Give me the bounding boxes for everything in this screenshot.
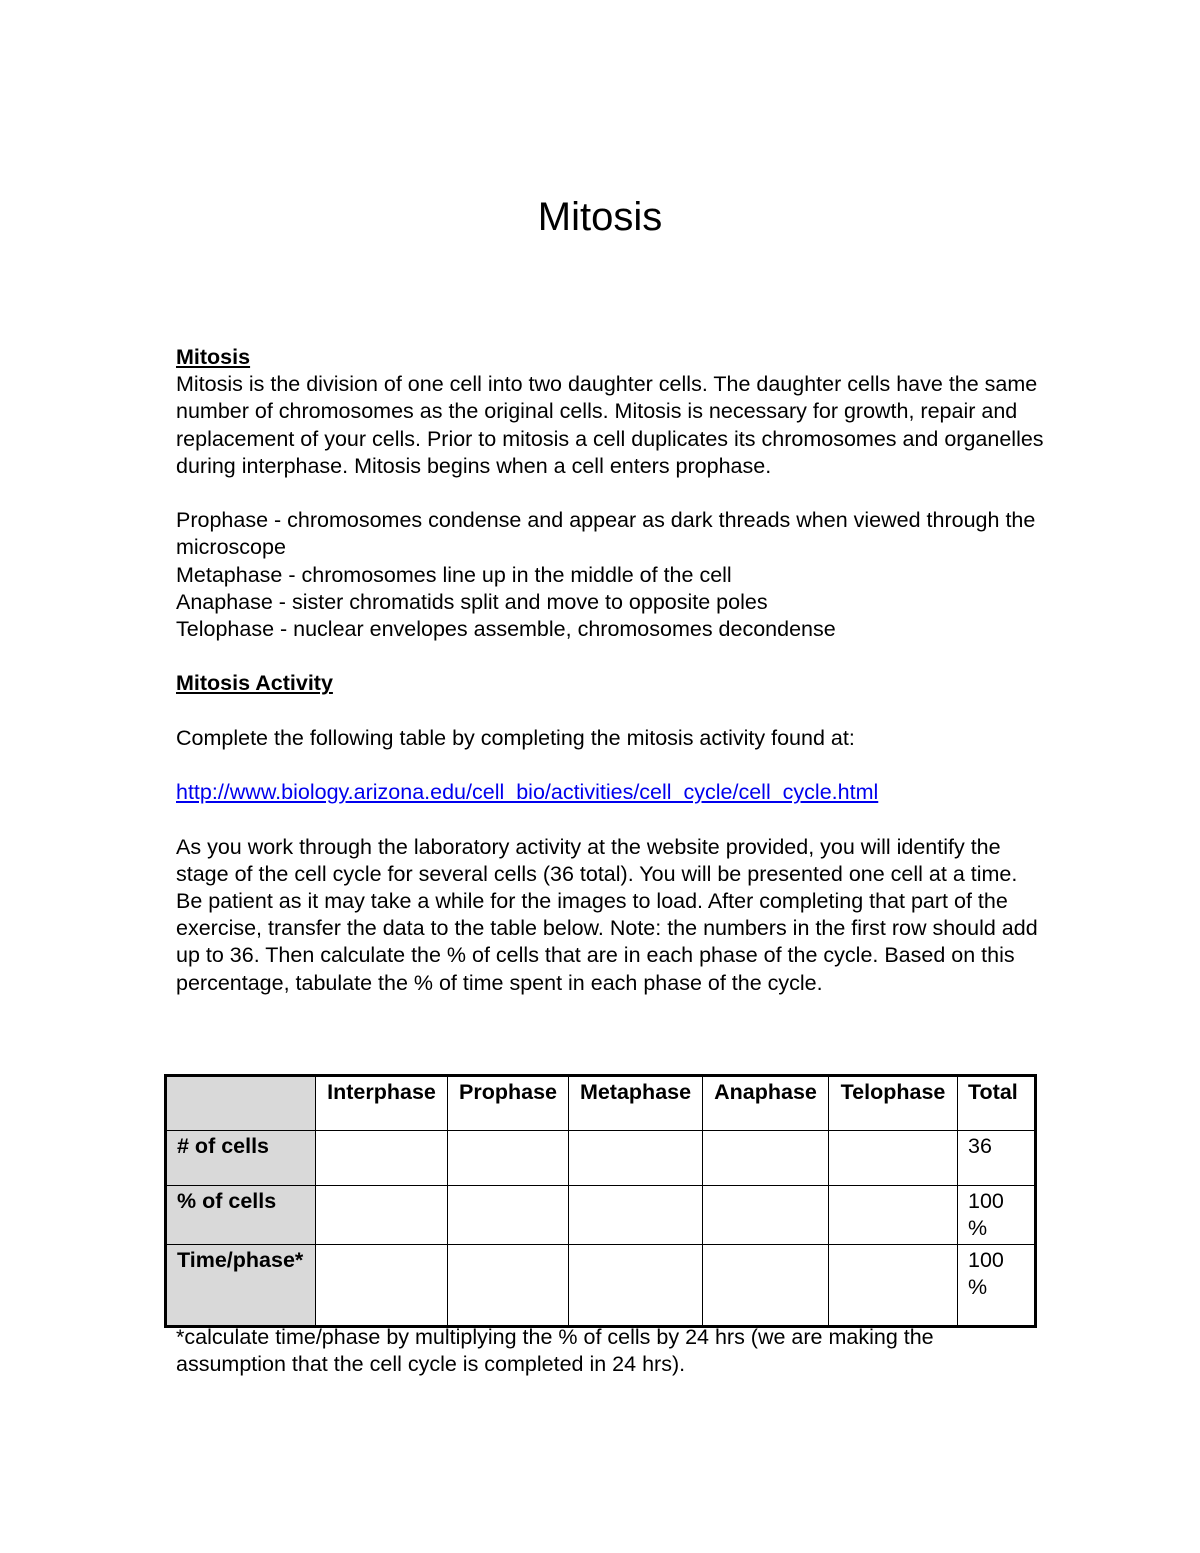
table-row [166,1245,1036,1327]
phase-description-anaphase: Anaphase - sister chromatids split and move to opposite poles [176,589,768,614]
total-cell: 36 [958,1131,1036,1186]
total-cell: 100 % [958,1186,1036,1245]
phase-description-metaphase: Metaphase - chromosomes line up in the middle of the cell [176,562,732,587]
input-cell[interactable] [316,1186,448,1245]
input-cell[interactable] [569,1186,703,1245]
input-cell[interactable] [829,1245,958,1327]
section-heading-mitosis: Mitosis [176,345,251,369]
mitosis-data-table [164,1074,1037,1328]
activity-paragraph: As you work through the laboratory activity at the website provided, you will identify the stage of the cell cycle for several cells (36 total). You will be presented one cell at a time. Be patient as it may take a while for the images to load. After completing that part of the exercise, transfer the data to the table below. Note: the numbers in the first row should add up to 36. Then calculate the % of cells that are in each phase of the cycle. Based on this percentage, tabulate the % of time spent in each phase of the cycle. [176,834,1038,995]
table-row [166,1131,1036,1186]
column-header-metaphase: Metaphase [569,1076,703,1131]
table-corner-cell [166,1076,316,1131]
row-header-time-per-phase: Time/phase* [166,1245,316,1327]
section-heading-activity: Mitosis Activity [176,671,333,696]
document-body [176,344,1046,997]
input-cell[interactable] [316,1245,448,1327]
column-header-total: Total [958,1076,1036,1131]
input-cell[interactable] [703,1131,829,1186]
column-header-anaphase: Anaphase [703,1076,829,1131]
row-header-cell-count: # of cells [166,1131,316,1186]
total-cell: 100 % [958,1245,1036,1327]
column-header-telophase: Telophase [829,1076,958,1131]
column-header-interphase: Interphase [316,1076,448,1131]
input-cell[interactable] [316,1131,448,1186]
table-row [166,1186,1036,1245]
input-cell[interactable] [703,1186,829,1245]
input-cell[interactable] [448,1186,569,1245]
input-cell[interactable] [703,1245,829,1327]
input-cell[interactable] [569,1131,703,1186]
column-header-prophase: Prophase [448,1076,569,1131]
phase-description-telophase: Telophase - nuclear envelopes assemble, chromosomes decondense [176,617,836,642]
intro-paragraph: Mitosis is the division of one cell into two daughter cells. The daughter cells have the same number of chromosomes as the original cells. Mitosis is necessary for growth, repair and replacement of your cells. Prior to mitosis a cell duplicates its chromosomes and organelles during interphase. Mitosis begins when a cell enters prophase. [176,372,1044,478]
input-cell[interactable] [829,1131,958,1186]
activity-instruction: Complete the following table by completing the mitosis activity found at: [176,725,855,750]
table-header-row [166,1076,1036,1131]
page-title: Mitosis [537,195,663,239]
input-cell[interactable] [829,1186,958,1245]
input-cell[interactable] [448,1131,569,1186]
activity-link[interactable]: http://www.biology.arizona.edu/cell_bio/activities/cell_cycle/cell_cycle.html [176,780,879,805]
input-cell[interactable] [569,1245,703,1327]
row-header-cell-percent: % of cells [166,1186,316,1245]
input-cell[interactable] [448,1245,569,1327]
table-footnote: *calculate time/phase by multiplying the % of cells by 24 hrs (we are making the assumption that the cell cycle is completed in 24 hrs). [176,1325,934,1377]
phase-description-prophase: Prophase - chromosomes condense and appear as dark threads when viewed through the microscope [176,508,1036,560]
